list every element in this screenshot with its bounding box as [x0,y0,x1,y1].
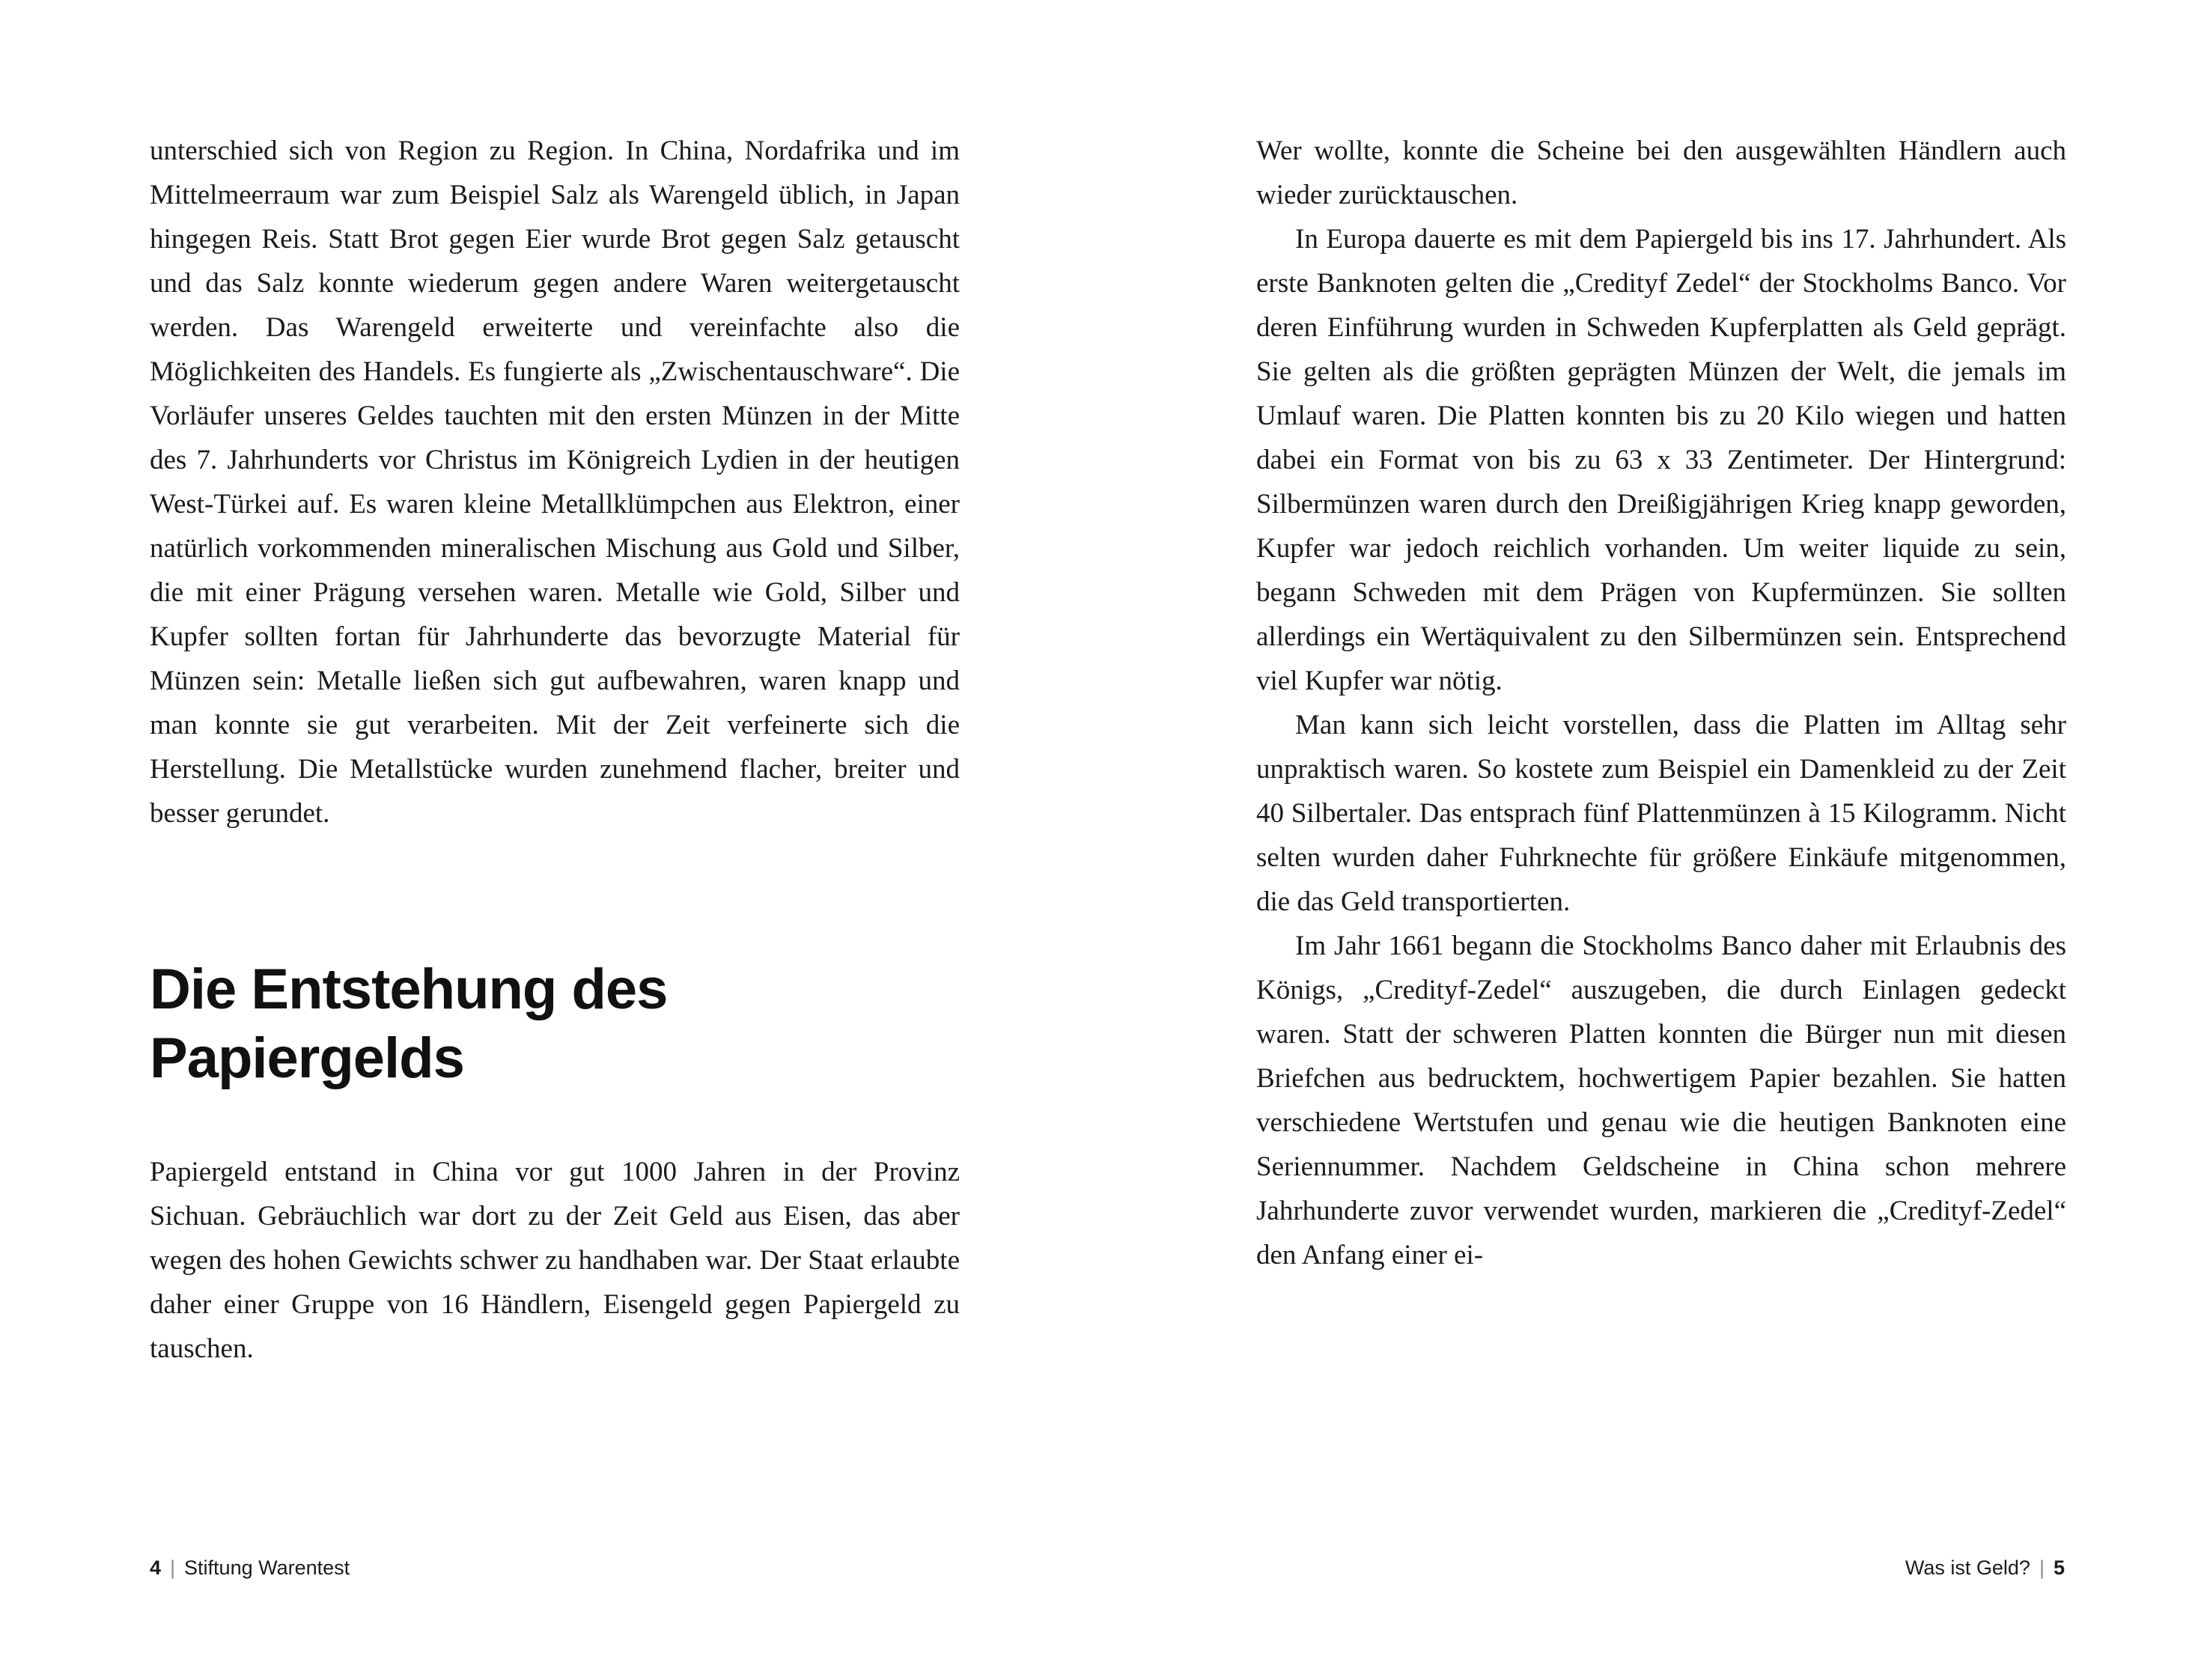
footer-separator: | [170,1556,176,1579]
body-paragraph: Wer wollte, konnte die Scheine bei den ausgewählten Händlern auch wieder zurücktauschen. [1256,136,2066,210]
left-page-number: 4 [150,1556,162,1579]
right-page-text-column [1256,129,2066,1277]
right-page-footer [1905,1556,2065,1580]
section-heading: Die Entstehung des Papiergelds [150,958,668,1090]
right-page-number: 5 [2053,1556,2065,1579]
right-footer-label: Was ist Geld? [1905,1556,2030,1579]
left-page-footer [150,1556,350,1580]
left-page-text-column [150,129,960,1371]
body-paragraph: Im Jahr 1661 begann die Stockholms Banco daher mit Erlaubnis des Königs, „Credityf-Zedel“ auszugeben, die durch Einlagen gedeckt waren. Statt der schweren Platten konnten die Bürger nun mit diesen Briefchen aus bedrucktem, hochwertigem Papier bezahlen. Sie hatten verschiedene Wertstufen und genau wie die heutigen Banknoten eine Seriennummer. Nachdem Geldscheine in China schon mehrere Jahrhunderte zuvor verwendet wurden, markieren die „Credityf-Zedel“ den Anfang einer ei- [1256,931,2066,1270]
body-paragraph: In Europa dauerte es mit dem Papiergeld bis ins 17. Jahrhundert. Als erste Banknoten gelten die „Credityf Zedel“ der Stockholms Banco. Vor deren Einführung wurden in Schweden Kupferplatten als Geld geprägt. Sie gelten als die größten geprägten Münzen der Welt, die jemals im Umlauf waren. Die Platten konnten bis zu 20 Kilo wiegen und hatten dabei ein Format von bis zu 63 x 33 Zentimeter. Der Hintergrund: Silbermünzen waren durch den Dreißigjährigen Krieg knapp geworden, Kupfer war jedoch reichlich vorhanden. Um weiter liquide zu sein, begann Schweden mit dem Prägen von Kupfermünzen. Sie sollten allerdings ein Wertäquivalent zu den Silbermünzen sein. Entsprechend viel Kupfer war nötig. [1256,224,2066,696]
left-footer-label: Stiftung Warentest [184,1556,350,1579]
body-paragraph: Man kann sich leicht vorstellen, dass die Platten im Alltag sehr unpraktisch waren. So kostete zum Beispiel ein Damenkleid zu der Zeit 40 Silbertaler. Das entsprach fünf Plattenmünzen à 15 Kilogramm. Nicht selten wurden daher Fuhrknechte für größere Einkäufe mitgenommen, die das Geld transportierten. [1256,710,2066,917]
body-paragraph: Papiergeld entstand in China vor gut 1000 Jahren in der Provinz Sichuan. Gebräuchlich war dort zu der Zeit Geld aus Eisen, das aber wegen des hohen Gewichts schwer zu handhaben war. Der Staat erlaubte daher einer Gruppe von 16 Händlern, Eisengeld gegen Papiergeld zu tauschen. [150,1157,960,1364]
footer-separator: | [2039,1556,2045,1579]
body-paragraph: unterschied sich von Region zu Region. In China, Nordafrika und im Mittelmeerraum war zum Beispiel Salz als Warengeld üblich, in Japan hingegen Reis. Statt Brot gegen Eier wurde Brot gegen Salz getauscht und das Salz konnte wiederum gegen andere Waren weitergetauscht werden. Das Warengeld erweiterte und vereinfachte also die Möglichkeiten des Handels. Es fungierte als „Zwischentauschware“. Die Vorläufer unseres Geldes tauchten mit den ersten Münzen in der Mitte des 7. Jahrhunderts vor Christus im Königreich Lydien in der heutigen West-Türkei auf. Es waren kleine Metallklümpchen aus Elektron, einer natürlich vorkommenden mineralischen Mischung aus Gold und Silber, die mit einer Prägung versehen waren. Metalle wie Gold, Silber und Kupfer sollten fortan für Jahrhunderte das bevorzugte Material für Münzen sein: Metalle ließen sich gut aufbewahren, waren knapp und man konnte sie gut verarbeiten. Mit der Zeit verfeinerte sich die Herstellung. Die Metallstücke wurden zunehmend flacher, breiter und besser gerundet. [150,136,960,829]
